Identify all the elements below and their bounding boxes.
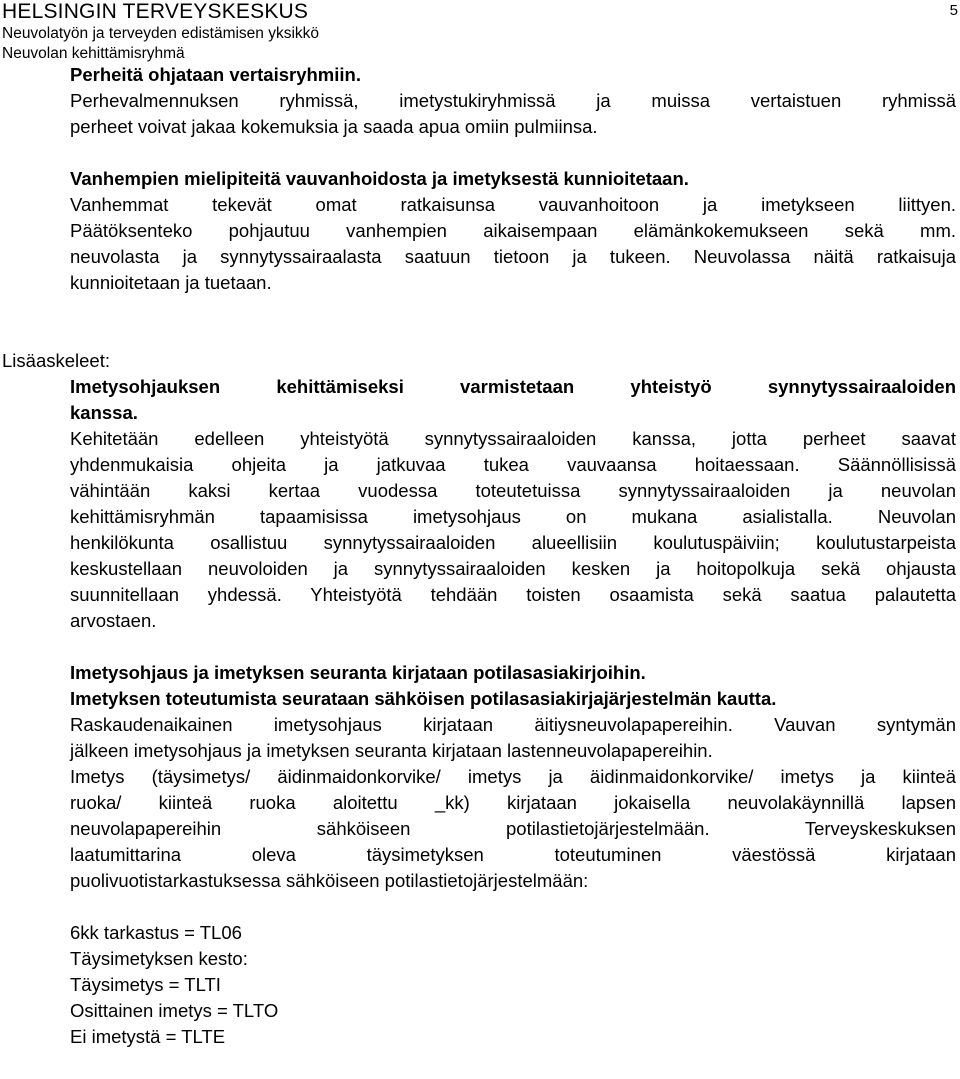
code-item: Ei imetystä = TLTE: [70, 1026, 226, 1047]
code-list: [70, 920, 956, 1050]
section-title-documentation: Imetysohjaus ja imetyksen seuranta kirjataan potilasasiakirjoihin.: [70, 662, 646, 683]
unit-name: Neuvolatyön ja terveyden edistämisen yksikkö: [2, 25, 320, 42]
document-body: [2, 62, 956, 1050]
group-name: Neuvolan kehittämisryhmä: [2, 45, 185, 62]
organization-name: HELSINGIN TERVEYSKESKUS: [2, 0, 309, 23]
paragraph-line: kehittämisryhmän tapaamisissa imetysohjaus on mukana asialistalla. Neuvolan: [70, 506, 956, 527]
paragraph-line: jälkeen imetysohjaus ja imetyksen seuranta kirjataan lastenneuvolapapereihin.: [70, 740, 713, 761]
paragraph-line: laatumittarina oleva täysimetyksen toteutuminen väestössä kirjataan: [70, 844, 956, 865]
section-title-cooperation-end: kanssa.: [70, 402, 138, 423]
page-number: 5: [949, 2, 958, 19]
paragraph-line: Imetys (täysimetys/ äidinmaidonkorvike/ imetys ja äidinmaidonkorvike/ imetys ja kiinteä: [70, 766, 956, 787]
paragraph-line: arvostaen.: [70, 610, 157, 631]
additional-steps-label: Lisäaskeleet:: [2, 350, 110, 371]
paragraph-line: Päätöksenteko pohjautuu vanhempien aikaisempaan elämänkokemukseen sekä mm.: [70, 220, 956, 241]
paragraph-line: yhdenmukaisia ohjeita ja jatkuvaa tukea vauvaansa hoitaessaan. Säännöllisissä: [70, 454, 956, 475]
paragraph-line: neuvolapapereihin sähköiseen potilastietojärjestelmään. Terveyskeskuksen: [70, 818, 956, 839]
paragraph-line: suunnitellaan yhdessä. Yhteistyötä tehdään toisten osaamista sekä saatua palautetta: [70, 584, 956, 605]
paragraph-line: Kehitetään edelleen yhteistyötä synnytyssairaaloiden kanssa, jotta perheet saavat: [70, 428, 956, 449]
code-item: Osittainen imetys = TLTO: [70, 1000, 279, 1021]
paragraph-line: perheet voivat jakaa kokemuksia ja saada apua omiin pulmiinsa.: [70, 116, 598, 137]
section-title-monitoring: Imetyksen toteutumista seurataan sähköisen potilasasiakirjajärjestelmän kautta.: [70, 688, 777, 709]
paragraph-line: keskustellaan neuvoloiden ja synnytyssairaaloiden kesken ja hoitopolkuja sekä ohjausta: [70, 558, 956, 579]
code-item: Täysimetyksen kesto:: [70, 948, 248, 969]
paragraph-line: Raskaudenaikainen imetysohjaus kirjataan äitiysneuvolapapereihin. Vauvan syntymän: [70, 714, 956, 735]
paragraph-line: ruoka/ kiinteä ruoka aloitettu _kk) kirjataan jokaisella neuvolakäynnillä lapsen: [70, 792, 956, 813]
code-item: 6kk tarkastus = TL06: [70, 922, 242, 943]
document-header: [2, 0, 319, 64]
paragraph-line: kunnioitetaan ja tuetaan.: [70, 272, 272, 293]
paragraph-line: vähintään kaksi kertaa vuodessa toteutetuissa synnytyssairaaloiden ja neuvolan: [70, 480, 956, 501]
paragraph-line: Vanhemmat tekevät omat ratkaisunsa vauvanhoitoon ja imetykseen liittyen.: [70, 194, 956, 215]
section-title-cooperation: Imetysohjauksen kehittämiseksi varmistetaan yhteistyö synnytyssairaaloiden: [70, 376, 956, 397]
paragraph-line: Perhevalmennuksen ryhmissä, imetystukiryhmissä ja muissa vertaistuen ryhmissä: [70, 90, 956, 111]
section-title-parent-opinions: Vanhempien mielipiteitä vauvanhoidosta ja imetyksestä kunnioitetaan.: [70, 168, 689, 189]
paragraph-line: henkilökunta osallistuu synnytyssairaaloiden alueellisiin koulutuspäiviin; koulutustarpeista: [70, 532, 956, 553]
section-title-peer-groups: Perheitä ohjataan vertaisryhmiin.: [70, 64, 361, 85]
code-item: Täysimetys = TLTI: [70, 974, 221, 995]
paragraph-line: neuvolasta ja synnytyssairaalasta saatuun tietoon ja tukeen. Neuvolassa näitä ratkaisuja: [70, 246, 956, 267]
paragraph-line: puolivuotistarkastuksessa sähköiseen potilastietojärjestelmään:: [70, 870, 589, 891]
